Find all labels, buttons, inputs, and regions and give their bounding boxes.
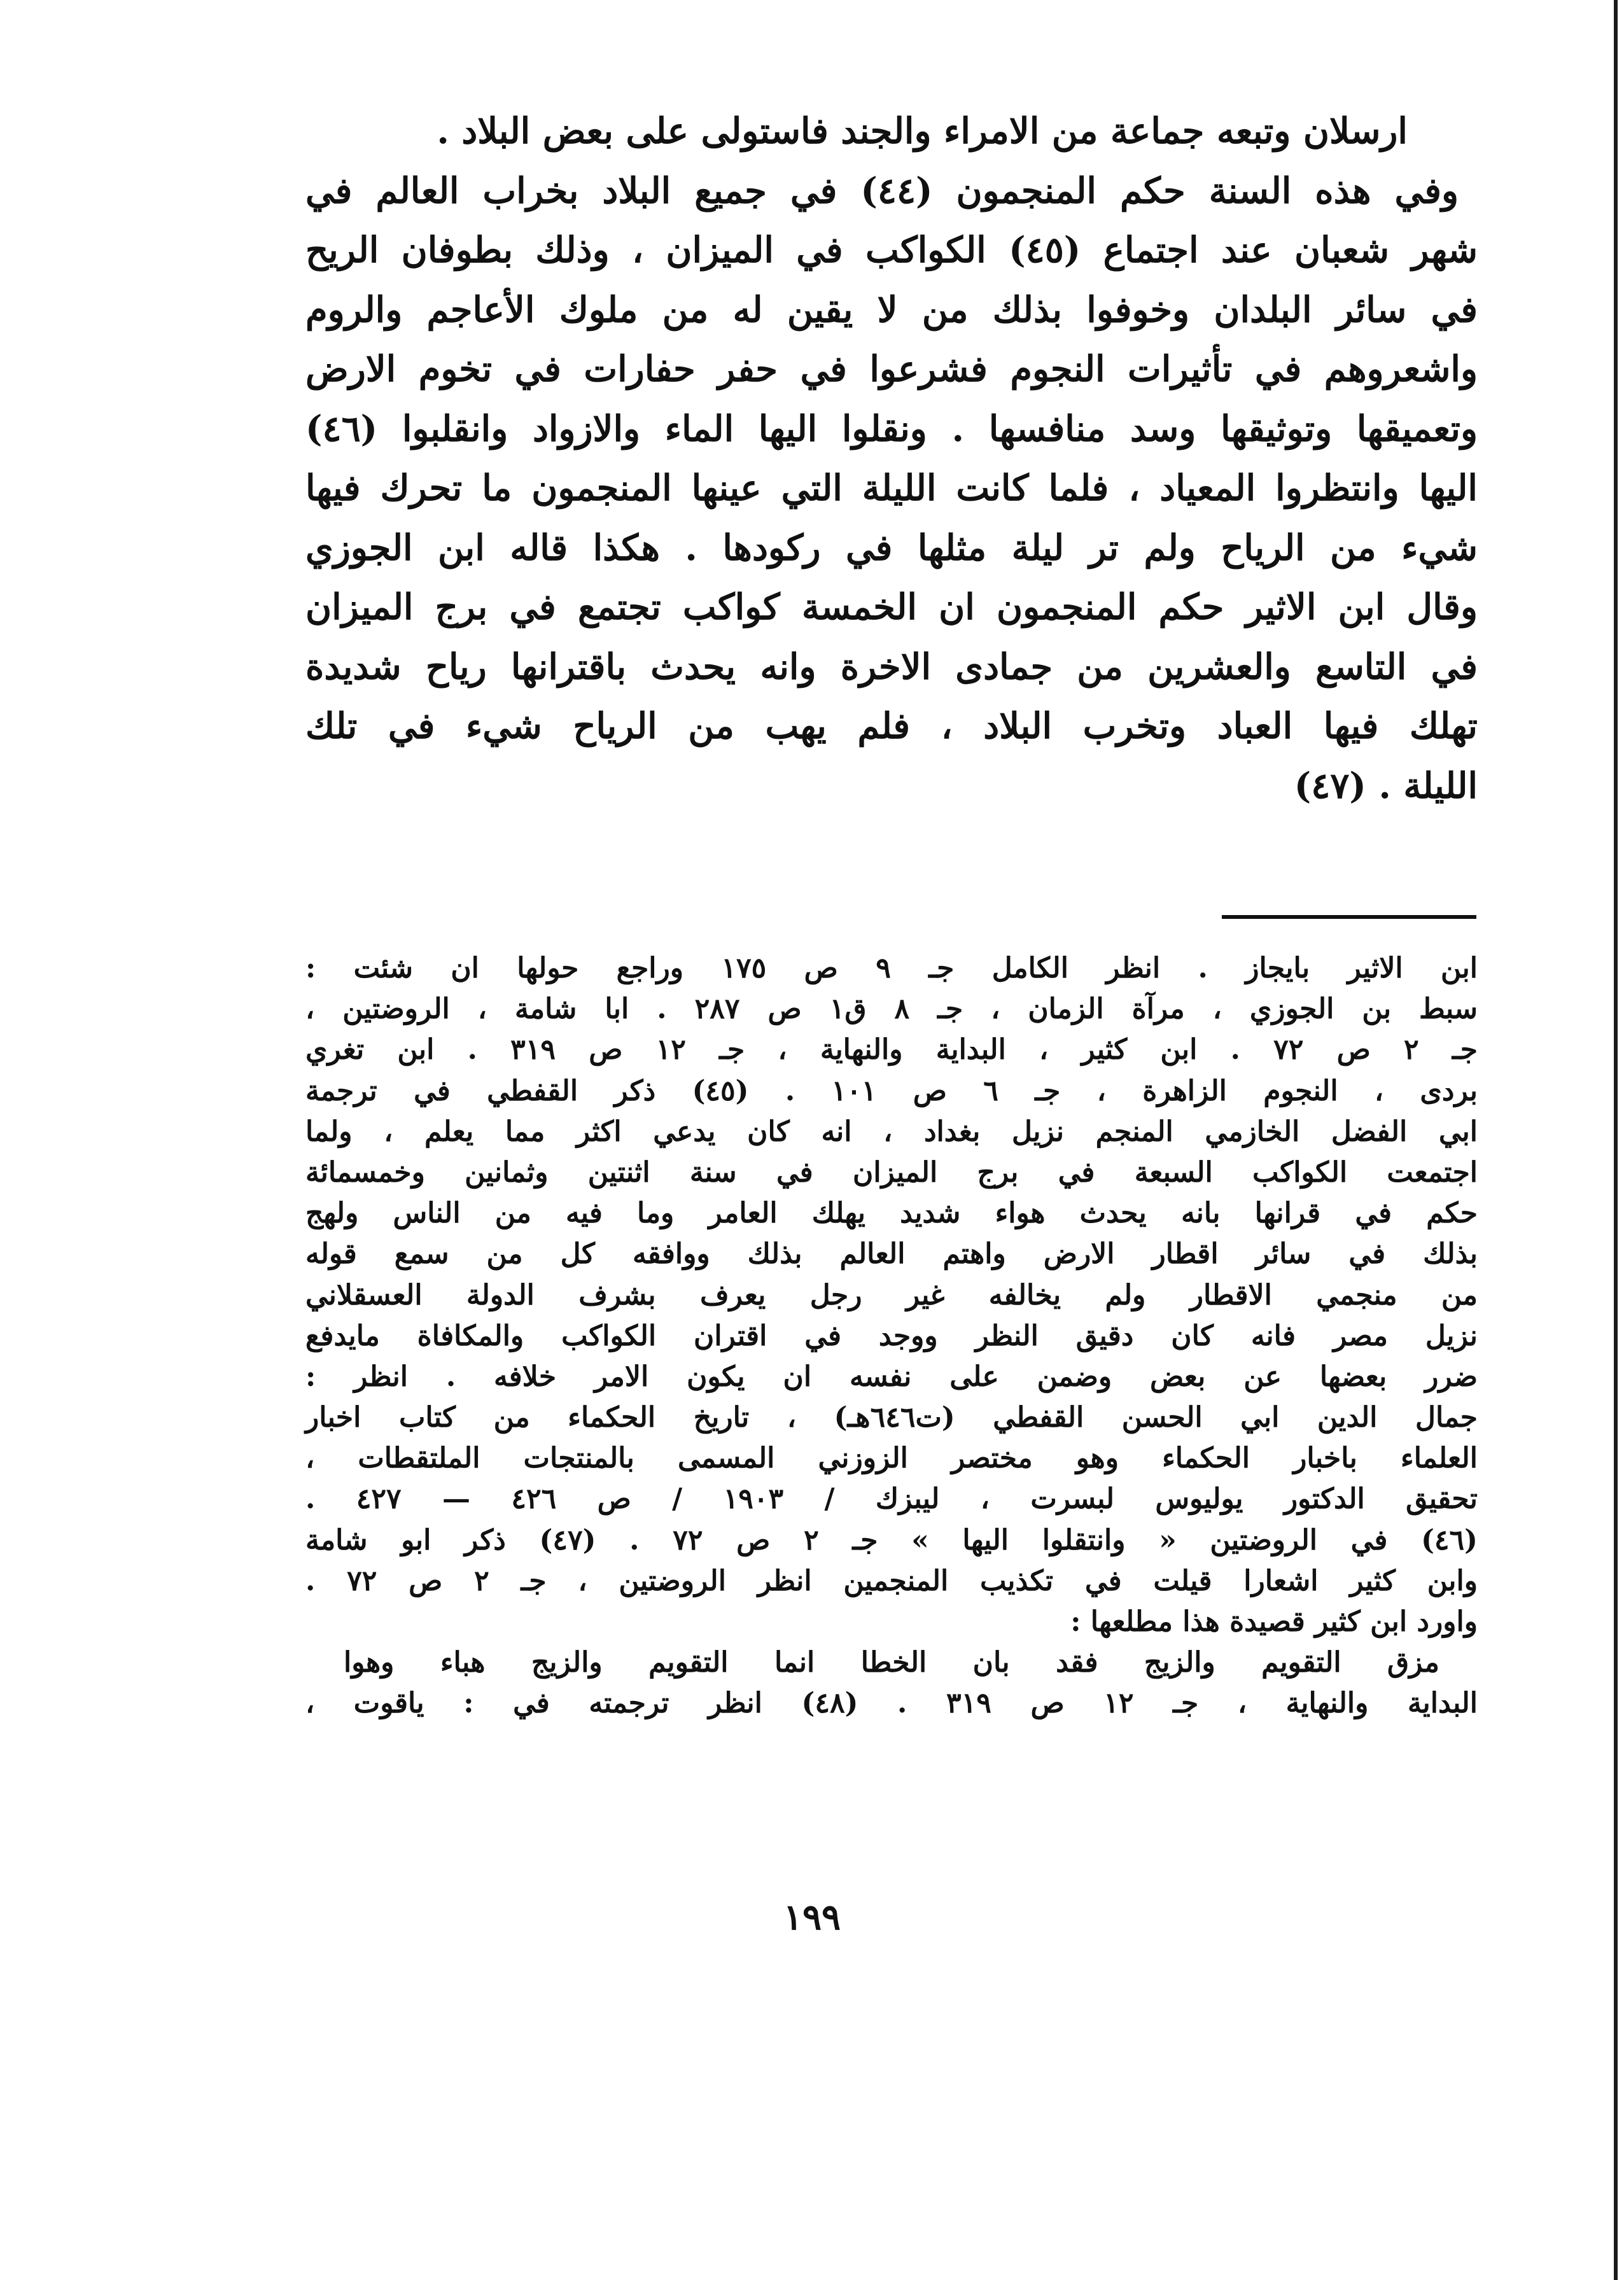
footnote-line: سبط بن الجوزي ، مرآة الزمان ، جـ ٨ ق١ ص ٢٨٧ . ابا شامة ، الروضتين ، — [305, 993, 1478, 1026]
main-text-line: اليها وانتظروا المعياد ، فلما كانت الليلة التي عينها المنجمون ما تحرك فيها — [305, 467, 1478, 509]
footnote-line: واورد ابن كثير قصيدة هذا مطلعها : — [1070, 1605, 1478, 1638]
footnote-line: تحقيق الدكتور يوليوس لبسرت ، ليبزك / ١٩٠٣ / ص ٤٢٦ — ٤٢٧ . — [305, 1483, 1478, 1516]
main-text-line: وقال ابن الاثير حكم المنجمون ان الخمسة كواكب تجتمع في برج الميزان — [305, 586, 1478, 628]
main-text-line: شهر شعبان عند اجتماع (٤٥) الكواكب في الميزان ، وذلك بطوفان الريح — [305, 229, 1478, 271]
page-number: ١٩٩ — [783, 1896, 841, 1938]
footnote-line: من منجمي الاقطار ولم يخالفه غير رجل يعرف بشرف الدولة العسقلاني — [305, 1278, 1478, 1311]
main-text-line: واشعروهم في تأثيرات النجوم فشرعوا في حفر حفارات في تخوم الارض — [305, 348, 1478, 390]
main-text-line: تهلك فيها العباد وتخرب البلاد ، فلم يهب من الرياح شيء في تلك — [305, 705, 1478, 747]
main-text-line: الليلة . (٤٧) — [1294, 764, 1478, 807]
main-text-line: وفي هذه السنة حكم المنجمون (٤٤) في جميع البلاد بخراب العالم في — [305, 169, 1459, 212]
main-text-line: في التاسع والعشرين من جمادى الاخرة وانه يحدث باقترانها رياح شديدة — [305, 645, 1478, 688]
footnote-line: البداية والنهاية ، جـ ١٢ ص ٣١٩ . (٤٨) انظر ترجمته في : ياقوت ، — [305, 1687, 1478, 1720]
footnote-line: ضرر بعضها عن بعض وضمن على نفسه ان يكون الامر خلافه . انظر : — [305, 1360, 1478, 1393]
footnote-line: اجتمعت الكواكب السبعة في برج الميزان في سنة اثنتين وثمانين وخمسمائة — [305, 1156, 1478, 1189]
footnote-line: بذلك في سائر اقطار الارض واهتم العالم بذلك ووافقه كل من سمع قوله — [305, 1238, 1478, 1271]
footnote-line: العلماء باخبار الحكماء وهو مختصر الزوزني المسمى بالمنتجات الملتقطات ، — [305, 1442, 1478, 1475]
footnote-line: ابن الاثير بايجاز . انظر الكامل جـ ٩ ص ١٧٥ وراجع حولها ان شئت : — [305, 952, 1478, 984]
footnote-separator — [1222, 915, 1476, 919]
footnote-line: ابي الفضل الخازمي المنجم نزيل بغداد ، انه كان يدعي اكثر مما يعلم ، ولما — [305, 1115, 1478, 1148]
main-text-body — [305, 102, 1478, 816]
main-text-line: ارسلان وتبعه جماعة من الامراء والجند فاستولى على بعض البلاد . — [437, 110, 1408, 152]
main-text-line: وتعميقها وتوثيقها وسد منافسها . ونقلوا اليها الماء والازواد وانقلبوا (٤٦) — [305, 407, 1478, 450]
footnote-line: بردى ، النجوم الزاهرة ، جـ ٦ ص ١٠١ . (٤٥) ذكر القفطي في ترجمة — [305, 1074, 1478, 1107]
footnote-line: جمال الدين ابي الحسن القفطي (ت٦٤٦هـ) ، تاريخ الحكماء من كتاب اخبار — [305, 1401, 1478, 1434]
main-text-line: في سائر البلدان وخوفوا بذلك من لا يقين له من ملوك الأعاجم والروم — [305, 288, 1478, 331]
footnote-line: حكم في قرانها بانه يحدث هواء شديد يهلك العامر وما فيه من الناس ولهج — [305, 1197, 1478, 1230]
main-text-line: شيء من الرياح ولم تر ليلة مثلها في ركودها . هكذا قاله ابن الجوزي — [305, 526, 1478, 569]
footnote-line: وابن كثير اشعارا قيلت في تكذيب المنجمين انظر الروضتين ، جـ ٢ ص ٧٢ . — [305, 1564, 1478, 1597]
footnote-line: نزيل مصر فانه كان دقيق النظر ووجد في اقتران الكواكب والمكافاة مايدفع — [305, 1319, 1478, 1352]
footnote-line: جـ ٢ ص ٧٢ . ابن كثير ، البداية والنهاية ، جـ ١٢ ص ٣١٩ . ابن تغري — [305, 1033, 1478, 1067]
footnote-verse-line: مزق التقويم والزيج فقد بان الخطا انما التقويم والزيج هباء وهوا — [344, 1646, 1439, 1679]
footnotes-block — [305, 948, 1478, 1724]
footnote-line: (٤٦) في الروضتين « وانتقلوا اليها » جـ ٢ ص ٧٢ . (٤٧) ذكر ابو شامة — [305, 1523, 1478, 1556]
